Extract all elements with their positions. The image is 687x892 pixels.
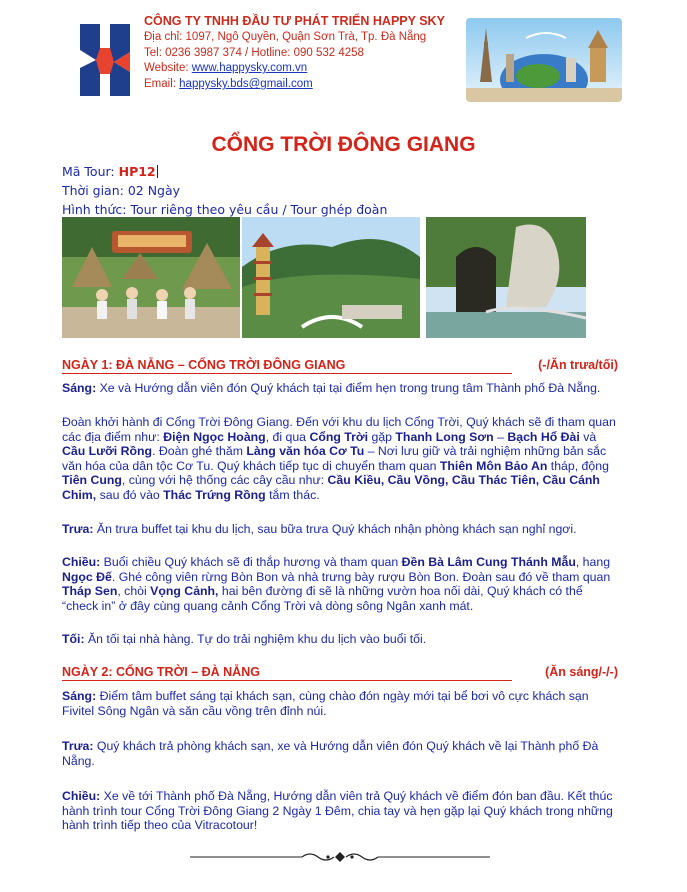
tour-meta xyxy=(62,162,387,219)
place-thien-mon-bao-an: Thiên Môn Bảo An xyxy=(439,458,548,473)
tour-form: Hình thức: Tour riêng theo yêu cầu / Tour ghép đoàn xyxy=(62,202,388,217)
text: hai bên đường đi sẽ là những vườn hoa nối dài, Quý khách có thể “check in” ở đây cùng quang cảnh Cổng Trời và dòng sông Ngân xanh mát. xyxy=(62,584,583,613)
day2-morning-text: Điểm tâm buffet sáng tại khách sạn, cùng chào đón ngày mới tại bể bơi vô cực khách sạn Fivitel Sông Ngân và săn cầu vồng trên đỉnh núi. xyxy=(62,689,589,718)
place-thac-trung-rong: Thác Trứng Rồng xyxy=(163,487,266,502)
text: sau đó vào xyxy=(96,487,164,502)
day1-evening-text: Ăn tối tại nhà hàng. Tự do trải nghiệm khu du lịch vào buổi tối. xyxy=(84,632,427,646)
day2-afternoon-label: Chiều: xyxy=(62,789,101,803)
company-address: Địa chỉ: 1097, Ngô Quyền, Quận Sơn Trà, Tp. Đà Nẵng xyxy=(144,30,427,43)
place-thap-sen: Tháp Sen xyxy=(62,584,118,599)
happy-sky-logo-icon xyxy=(74,18,136,102)
text: , hang xyxy=(575,555,611,569)
text-cursor xyxy=(157,165,158,178)
place-cau-luoi-rong: Cầu Lưỡi Rồng xyxy=(62,444,153,459)
tour-code: HP12 xyxy=(118,164,156,179)
day2-noon-label: Trưa: xyxy=(62,739,94,753)
day2-morning xyxy=(62,689,622,718)
day1-noon xyxy=(62,522,622,537)
website-link[interactable]: www.happysky.com.vn xyxy=(191,62,308,75)
text: tắm thác. xyxy=(265,487,320,502)
company-info xyxy=(144,14,474,93)
day1-itinerary xyxy=(62,415,622,503)
place-dien-ngoc-hoang: Điện Ngọc Hoàng xyxy=(163,429,266,444)
text: . Đoàn ghé thăm xyxy=(152,444,247,459)
text: , cùng với hệ thống các cây cầu như: xyxy=(121,473,328,488)
day2-afternoon-text: Xe về tới Thành phố Đà Nẵng, Hướng dẫn viên trả Quý khách về điểm đón ban đầu. Kết thúc hành trình tour Cổng Trời Đông Giang 2 Ngày 1 Đêm, chia tay và hẹn gặp lại Quý khách trong những hành trình tiếp theo của Vitracotour! xyxy=(62,789,613,833)
day1-evening xyxy=(62,632,622,647)
travel-landmarks-banner-image xyxy=(466,18,622,102)
day2-underline xyxy=(62,680,512,681)
day1-afternoon-label: Chiều: xyxy=(62,555,101,569)
photo-co-tu-village xyxy=(62,217,240,338)
text: – Nơi lưu giữ và trải nghiệm những bản sắc văn hóa của dân tộc Cơ Tu. Quý khách tiếp tục di chuyển tham quan xyxy=(62,444,607,473)
ornament-divider-icon xyxy=(190,850,490,864)
company-email-row xyxy=(144,77,474,93)
company-phone: Tel: 0236 3987 374 / Hotline: 090 532 4258 xyxy=(144,46,364,59)
place-lang-van-hoa-co-tu: Làng văn hóa Cơ Tu xyxy=(246,444,365,459)
text: . Ghé công viên rừng Bòn Bon và nhà trưng bày rượu Bòn Bon. Đoàn sau đó về tham quan xyxy=(111,569,611,584)
day1-noon-text: Ăn trưa buffet tại khu du lịch, sau bữa trưa Quý khách nhận phòng khách sạn nghỉ ngơi. xyxy=(93,522,577,536)
tour-code-label: Mã Tour: xyxy=(62,164,119,179)
day1-afternoon xyxy=(62,555,622,613)
tour-duration: Thời gian: 02 Ngày xyxy=(62,183,181,198)
place-ngoc-de: Ngọc Đế xyxy=(62,569,112,584)
place-bach-ho-dai: Bạch Hổ Đài xyxy=(507,429,580,444)
letterhead xyxy=(74,14,624,104)
photo-tien-mon-bao-an-tower xyxy=(242,217,420,338)
company-website-row xyxy=(144,61,474,77)
day1-evening-label: Tối: xyxy=(62,632,85,646)
place-bridges: Cầu Kiều, Cầu Vồng, Cầu Thác Tiên, Cầu Cánh Chim, xyxy=(62,473,600,502)
day1-title: NGÀY 1: ĐÀ NẴNG – CỔNG TRỜI ĐÔNG GIANG xyxy=(62,358,346,372)
place-cong-troi: Cổng Trời xyxy=(309,429,369,444)
day1-underline xyxy=(62,373,512,374)
text: gặp xyxy=(368,429,396,444)
company-name: CÔNG TY TNHH ĐẦU TƯ PHÁT TRIỂN HAPPY SKY xyxy=(144,14,445,28)
text: , đi qua xyxy=(265,429,310,444)
day1-morning-label: Sáng: xyxy=(62,381,97,395)
text: – xyxy=(493,429,508,444)
place-thanh-long-son: Thanh Long Sơn xyxy=(395,429,494,444)
text: và xyxy=(579,429,597,444)
email-label: Email: xyxy=(144,78,180,91)
day1-morning-text: Xe và Hướng dẫn viên đón Quý khách tại tại điểm hẹn trong trung tâm Thành phố Đà Nẵng. xyxy=(96,381,601,395)
photo-tien-cung-cave xyxy=(426,217,586,338)
day2-noon-text: Quý khách trả phòng khách sạn, xe và Hướng dẫn viên đón Quý khách về lại Thành phố Đà Nẵng. xyxy=(62,739,599,768)
day2-title: NGÀY 2: CỔNG TRỜI – ĐÀ NẴNG xyxy=(62,665,260,679)
day2-meals: (Ăn sáng/-/-) xyxy=(545,665,618,679)
text: tháp, động xyxy=(547,458,609,473)
text: Buổi chiều Quý khách sẽ đi thắp hương và tham quan xyxy=(100,555,402,569)
day2-noon xyxy=(62,739,622,768)
email-link[interactable]: happysky.bds@gmail.com xyxy=(179,78,313,91)
tour-code-row xyxy=(62,162,387,181)
day1-morning xyxy=(62,381,622,396)
photo-strip xyxy=(62,217,586,338)
day1-meals: (-/Ăn trưa/tối) xyxy=(538,358,618,372)
day2-morning-label: Sáng: xyxy=(62,689,97,703)
website-label: Website: xyxy=(144,62,192,75)
text: , chòi xyxy=(117,584,151,599)
place-den-ba-lam-cung: Đền Bà Lâm Cung Thánh Mẫu xyxy=(401,555,576,569)
place-vong-canh: Vọng Cảnh, xyxy=(150,584,219,599)
page-title: CỔNG TRỜI ĐÔNG GIANG xyxy=(211,133,476,156)
place-tien-cung: Tiên Cung xyxy=(62,473,122,488)
day2-afternoon xyxy=(62,789,622,833)
day1-noon-label: Trưa: xyxy=(62,522,94,536)
text: Đoàn khởi hành đi Cổng Trời Đông Giang. Đến với khu du lịch Cổng Trời, Quý khách sẽ đi tham quan các địa điểm như: xyxy=(62,415,616,444)
